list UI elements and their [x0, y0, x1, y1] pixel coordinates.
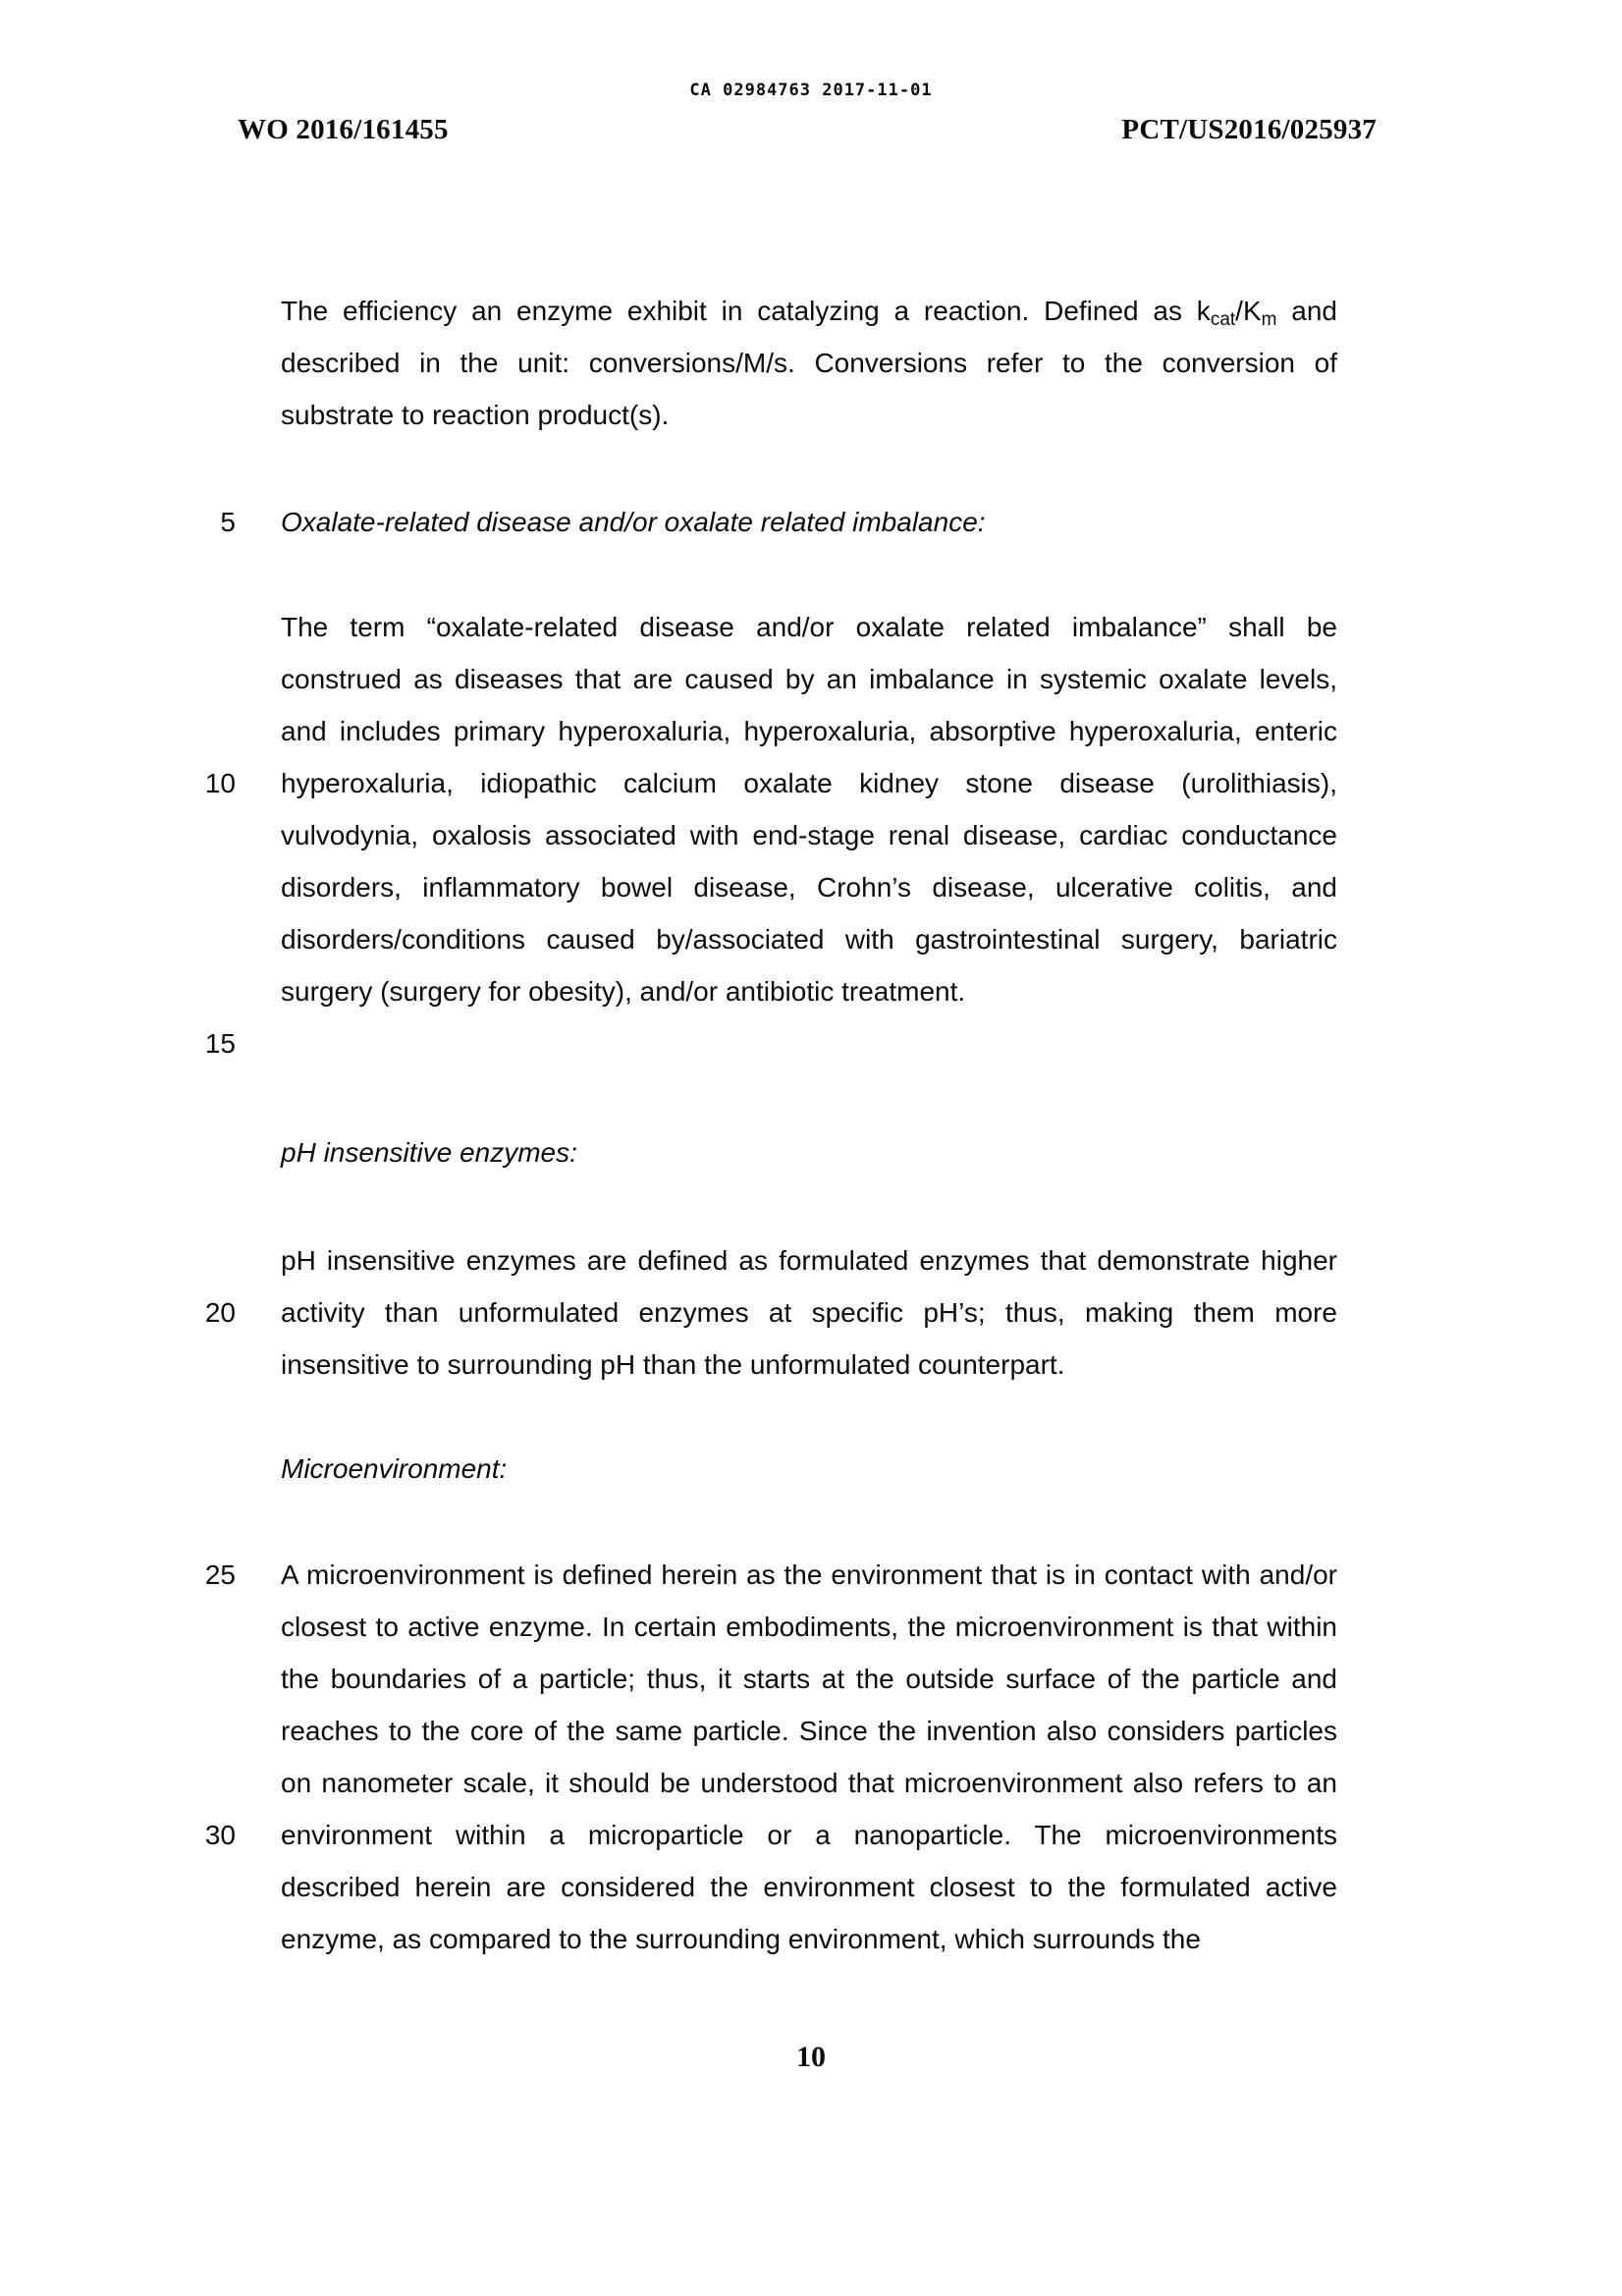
- section-heading-ph-insensitive-enzymes: pH insensitive enzymes:: [281, 1137, 577, 1168]
- km-subscript: m: [1261, 309, 1277, 330]
- section-heading-microenvironment: Microenvironment:: [281, 1453, 508, 1484]
- page-number: 10: [796, 2041, 826, 2073]
- efficiency-text-before-sub: The efficiency an enzyme exhibit in catalyzing a reaction. Defined as k: [281, 296, 1211, 326]
- application-number: PCT/US2016/025937: [1121, 114, 1377, 145]
- paragraph-oxalate-definition: The term “oxalate-related disease and/or oxalate related imbalance” shall be construed as diseases that are caused by an imbalance in systemic oxalate levels, and includes primary hyperoxaluria, hyperoxaluria, absorptive hyperoxaluria, enteric hyperoxaluria, idiopathic calcium oxalate kidney stone disease (urolithiasis), vulvodynia, oxalosis associated with end-stage renal disease, cardiac conductance disorders, inflammatory bowel disease, Crohn’s disease, ulcerative colitis, and disorders/conditions caused by/associated with gastrointestinal surgery, bariatric surgery (surgery for obesity), and/or antibiotic treatment.: [281, 612, 1337, 1007]
- scan-date-stamp: CA 02984763 2017-11-01: [689, 81, 933, 100]
- margin-line-number-30: 30: [204, 1820, 236, 1850]
- kcat-subscript: cat: [1210, 309, 1236, 330]
- margin-line-number-5: 5: [220, 507, 236, 537]
- margin-line-number-15: 15: [204, 1028, 236, 1059]
- margin-line-number-25: 25: [204, 1559, 236, 1590]
- efficiency-text-between-subs: /K: [1235, 296, 1262, 326]
- margin-line-number-10: 10: [204, 768, 236, 798]
- margin-line-number-20: 20: [204, 1297, 236, 1328]
- section-heading-oxalate-related-disease: Oxalate-related disease and/or oxalate related imbalance:: [281, 507, 986, 537]
- publication-number: WO 2016/161455: [238, 114, 449, 145]
- paragraph-microenvironment-definition: A microenvironment is defined herein as the environment that is in contact with and/or closest to active enzyme. In certain embodiments, the microenvironment is that within the boundaries of a particle; thus, it starts at the outside surface of the particle and reaches to the core of the same particle. Since the invention also considers particles on nanometer scale, it should be understood that microenvironment also refers to an environment within a microparticle or a nanoparticle. The microenvironments described herein are considered the environment closest to the formulated active enzyme, as compared to the surrounding environment, which surrounds the: [281, 1559, 1337, 1954]
- efficiency-text-after-sub: and described in the unit: conversions/M/s. Conversions refer to the conversion of substrate to reaction product(s).: [281, 296, 1337, 430]
- paragraph-ph-definition: pH insensitive enzymes are defined as formulated enzymes that demonstrate higher activity than unformulated enzymes at specific pH’s; thus, making them more insensitive to surrounding pH than the unformulated counterpart.: [281, 1245, 1337, 1380]
- paragraph-enzyme-efficiency: [281, 285, 1337, 441]
